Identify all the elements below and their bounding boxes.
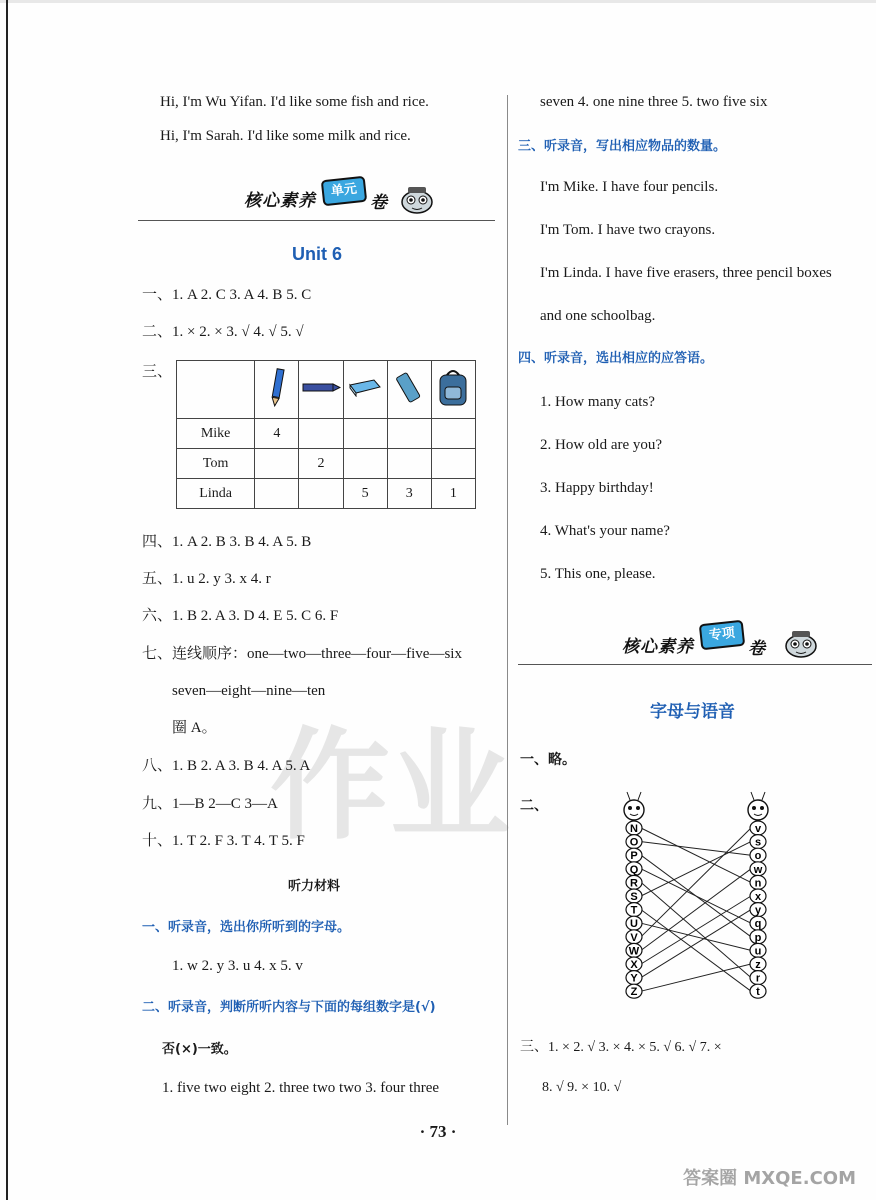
banner-text: 核心素养 (622, 637, 694, 657)
left-letter-segment (626, 889, 642, 903)
banner-tv-icon: 单元 (321, 176, 367, 206)
right-letter-segment (750, 957, 766, 971)
left-edge (6, 0, 8, 1200)
table-cell (299, 419, 343, 449)
match-line (641, 869, 751, 923)
right-letter: t (756, 986, 760, 999)
matching-lines (641, 828, 751, 991)
letters-section-title: 字母与语音 (650, 702, 735, 722)
answer-q7-c: 圈 A。 (172, 720, 217, 736)
page-number: · 73 · (419, 1122, 457, 1141)
table-cell (431, 419, 475, 449)
listening-s2-title-a: 二、听录音，判断所听内容与下面的每组数字是(√) (142, 1000, 436, 1015)
table-cell: 5 (343, 479, 387, 509)
banner-suffix: 卷 (370, 193, 388, 213)
table-cell (255, 449, 299, 479)
left-letter-segment (626, 862, 642, 876)
left-letter-segment (626, 875, 642, 889)
table-cell: 2 (299, 449, 343, 479)
right-s4-line-1: 1. How many cats? (540, 394, 655, 410)
left-letter: R (630, 877, 638, 890)
match-line (641, 910, 751, 992)
right-continuation: seven 4. one nine three 5. two five six (540, 94, 768, 110)
listening-s1-body: 1. w 2. y 3. u 4. x 5. v (172, 958, 303, 974)
crayon-icon (299, 361, 343, 419)
answer-table (176, 360, 476, 509)
match-line (641, 842, 751, 896)
banner-suffix: 卷 (748, 639, 766, 659)
listening-s1-title: 一、听录音，选出你所听到的字母。 (142, 920, 351, 935)
right-letter: v (754, 823, 762, 835)
left-letter-segment (626, 903, 642, 917)
table-cell (343, 419, 387, 449)
right-s4-line-3: 3. Happy birthday! (540, 480, 654, 496)
right-letter-segment (750, 848, 766, 862)
right-letter: w (753, 863, 763, 876)
intro-line-1: Hi, I'm Wu Yifan. I'd like some fish and rice. (160, 94, 429, 110)
table-cell (299, 479, 343, 509)
right-letter: o (754, 850, 762, 863)
right-letter-segment (750, 875, 766, 889)
table-cell: 4 (255, 419, 299, 449)
answer-q8: 八、1. B 2. A 3. B 4. A 5. A (142, 758, 311, 774)
table-row (177, 419, 476, 449)
left-letter: W (628, 945, 640, 958)
background-watermark: 作业 (270, 717, 510, 856)
left-letter-segment (626, 848, 642, 862)
right-letter-segment (750, 916, 766, 930)
left-letter: V (630, 931, 638, 944)
left-letter-segment (626, 930, 642, 944)
listening-s2-body: 1. five two eight 2. three two two 3. four three (162, 1080, 440, 1096)
right-letter: q (754, 918, 762, 931)
table-cell (387, 419, 431, 449)
right-letter-segment (750, 821, 766, 835)
right-letter: z (755, 959, 761, 971)
right-q1: 一、略。 (520, 752, 576, 768)
row-name: Tom (177, 449, 255, 479)
left-letter-segment (626, 916, 642, 930)
table-row (177, 479, 476, 509)
right-q3-a: 三、1. × 2. √ 3. × 4. × 5. √ 6. √ 7. × (520, 1040, 722, 1055)
pencil-icon (255, 361, 299, 419)
right-letter: x (754, 891, 762, 903)
left-letter: Q (629, 863, 639, 876)
right-letter-segment (750, 835, 766, 849)
banner-text: 核心素养 (244, 191, 316, 211)
column-divider (507, 95, 508, 1125)
left-letter-segment (626, 821, 642, 835)
left-letter: T (630, 904, 638, 917)
match-line (641, 923, 751, 950)
right-letter: y (754, 904, 762, 917)
robot-mascot-icon (784, 628, 818, 658)
row-name: Mike (177, 419, 255, 449)
banner-tv-icon: 专项 (699, 620, 745, 650)
right-letter: u (754, 945, 762, 958)
left-letter: N (630, 823, 638, 835)
right-s3-line-4: and one schoolbag. (540, 308, 656, 324)
table-icon-row (177, 361, 476, 419)
answer-q1: 一、1. A 2. C 3. A 4. B 5. C (142, 287, 312, 303)
answer-q7-a: 七、连线顺序：one—two—three—four—five—six (142, 646, 462, 662)
site-watermark-logo: 答案圈 MXQE.COM (683, 1168, 856, 1189)
left-letter-segment (626, 943, 642, 957)
top-edge (0, 0, 876, 3)
right-letter-segment (750, 903, 766, 917)
answer-q3-label: 三、 (142, 364, 173, 380)
right-letter-segment (750, 930, 766, 944)
table-cell (387, 449, 431, 479)
table-row (177, 449, 476, 479)
left-letter: P (630, 850, 638, 863)
right-q2-label: 二、 (520, 798, 548, 814)
right-letter-segment (750, 984, 766, 998)
left-letter: Z (630, 986, 638, 999)
right-letter: p (754, 931, 762, 944)
unit-title: Unit 6 (292, 244, 343, 264)
right-s3-title: 三、听录音，写出相应物品的数量。 (518, 139, 727, 154)
eraser-icon (343, 361, 387, 419)
table-cell (255, 479, 299, 509)
intro-line-2: Hi, I'm Sarah. I'd like some milk and rice. (160, 128, 411, 144)
left-letter: Y (630, 972, 638, 985)
left-letter: X (630, 959, 638, 971)
left-letter-segment (626, 971, 642, 985)
table-cell: 3 (387, 479, 431, 509)
right-letter-segment (750, 889, 766, 903)
left-letter-segment (626, 957, 642, 971)
right-s4-line-4: 4. What's your name? (540, 523, 670, 539)
match-line (641, 964, 751, 991)
answer-q7-b: seven—eight—nine—ten (172, 683, 326, 699)
match-line (641, 828, 751, 937)
table-cell: 1 (431, 479, 475, 509)
answer-q4: 四、1. A 2. B 3. B 4. A 5. B (142, 534, 312, 550)
robot-mascot-icon (400, 184, 434, 214)
schoolbag-icon (431, 361, 475, 419)
left-letter: O (629, 836, 639, 849)
right-s4-title: 四、听录音，选出相应的应答语。 (518, 351, 714, 366)
answer-q2: 二、1. × 2. × 3. √ 4. √ 5. √ (142, 324, 304, 340)
right-s3-line-3: I'm Linda. I have five erasers, three pencil boxes (540, 265, 832, 281)
right-letter: s (754, 836, 762, 849)
right-letter-segment (750, 862, 766, 876)
listening-title: 听力材料 (288, 879, 341, 894)
caterpillar-right-head (748, 792, 768, 820)
right-s3-line-2: I'm Tom. I have two crayons. (540, 222, 716, 238)
left-letter-segment (626, 984, 642, 998)
left-letter: S (630, 891, 638, 903)
right-s3-line-1: I'm Mike. I have four pencils. (540, 179, 719, 195)
table-cell (343, 449, 387, 479)
answer-q6: 六、1. B 2. A 3. D 4. E 5. C 6. F (142, 608, 339, 624)
match-line (641, 896, 751, 964)
right-letter-segment (750, 943, 766, 957)
answer-q5: 五、1. u 2. y 3. x 4. r (142, 571, 271, 587)
left-letter-segment (626, 835, 642, 849)
answer-q9: 九、1—B 2—C 3—A (142, 796, 278, 812)
letter-matching-diagram (600, 786, 780, 1016)
right-letter-segment (750, 971, 766, 985)
right-letter: r (755, 972, 761, 985)
caterpillar-left-head (624, 792, 644, 820)
table-cell (431, 449, 475, 479)
answer-q10: 十、1. T 2. F 3. T 4. T 5. F (142, 833, 305, 849)
right-s4-line-2: 2. How old are you? (540, 437, 663, 453)
listening-s2-title-b: 否(×)一致。 (162, 1042, 237, 1057)
match-line (641, 828, 751, 882)
match-line (641, 869, 751, 951)
row-name: Linda (177, 479, 255, 509)
right-letter: n (754, 877, 762, 890)
left-letter: U (630, 918, 638, 931)
pencil-box-icon (387, 361, 431, 419)
right-s4-line-5: 5. This one, please. (540, 566, 656, 582)
right-q3-b: 8. √ 9. × 10. √ (542, 1080, 622, 1095)
